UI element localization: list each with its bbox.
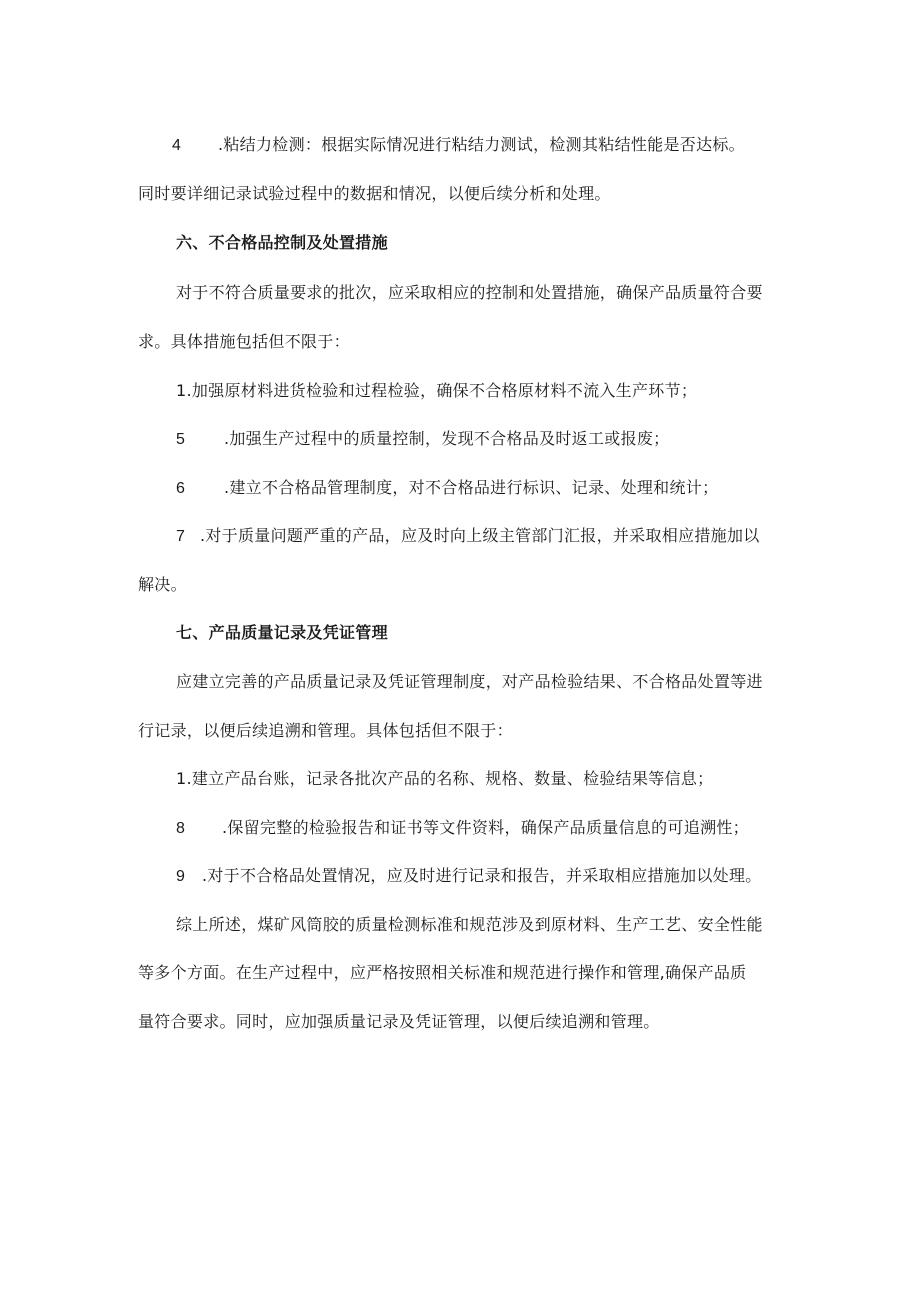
paragraph: 应建立完善的产品质量记录及凭证管理制度，对产品检验结果、不合格品处置等进 bbox=[176, 672, 763, 691]
list-number: 6 bbox=[176, 480, 186, 497]
list-item-9 bbox=[176, 865, 762, 888]
list-item-5 bbox=[176, 428, 670, 451]
list-number: 8 bbox=[176, 820, 186, 837]
list-number: 7 bbox=[176, 528, 186, 545]
list-text: .保留完整的检验报告和证书等文件资料，确保产品质量信息的可追溯性； bbox=[222, 818, 749, 837]
list-item-8 bbox=[176, 817, 749, 840]
section-heading-6: 六、不合格品控制及处置措施 bbox=[176, 233, 388, 252]
list-text: .对于质量问题严重的产品，应及时向上级主管部门汇报，并采取相应措施加以 bbox=[200, 526, 760, 545]
summary-paragraph: 量符合要求。同时，应加强质量记录及凭证管理，以便后续追溯和管理。 bbox=[138, 1012, 660, 1031]
list-text: .对于不合格品处置情况，应及时进行记录和报告，并采取相应措施加以处理。 bbox=[202, 866, 762, 885]
list-item-6 bbox=[176, 477, 718, 500]
paragraph-continuation: 解决。 bbox=[138, 575, 187, 594]
list-number: 9 bbox=[176, 868, 186, 885]
list-text: .建立不合格品管理制度，对不合格品进行标识、记录、处理和统计； bbox=[224, 478, 719, 497]
list-item-7 bbox=[176, 525, 760, 548]
summary-paragraph: 综上所述，煤矿风筒胶的质量检测标准和规范涉及到原材料、生产工艺、安全性能 bbox=[176, 915, 763, 934]
list-number: 4 bbox=[172, 137, 182, 154]
list-text: .加强生产过程中的质量控制，发现不合格品及时返工或报废； bbox=[224, 429, 670, 448]
section-heading-7: 七、产品质量记录及凭证管理 bbox=[176, 623, 388, 642]
paragraph-continuation: 求。具体措施包括但不限于： bbox=[138, 332, 350, 351]
list-number: 5 bbox=[176, 431, 186, 448]
paragraph: 对于不符合质量要求的批次，应采取相应的控制和处置措施，确保产品质量符合要 bbox=[176, 283, 763, 302]
summary-paragraph: 等多个方面。在生产过程中，应严格按照相关标准和规范进行操作和管理,确保产品质 bbox=[138, 963, 747, 982]
list-item-1: 1.加强原材料进货检验和过程检验，确保不合格原材料不流入生产环节； bbox=[176, 381, 698, 400]
paragraph-continuation: 行记录，以便后续追溯和管理。具体包括但不限于： bbox=[138, 721, 513, 740]
list-item-1: 1.建立产品台账，记录各批次产品的名称、规格、数量、检验结果等信息； bbox=[176, 769, 714, 788]
list-item-4 bbox=[172, 134, 745, 157]
list-text: .粘结力检测：根据实际情况进行粘结力测试，检测其粘结性能是否达标。 bbox=[218, 135, 745, 154]
paragraph-continuation: 同时要详细记录试验过程中的数据和情况，以便后续分析和处理。 bbox=[138, 184, 611, 203]
